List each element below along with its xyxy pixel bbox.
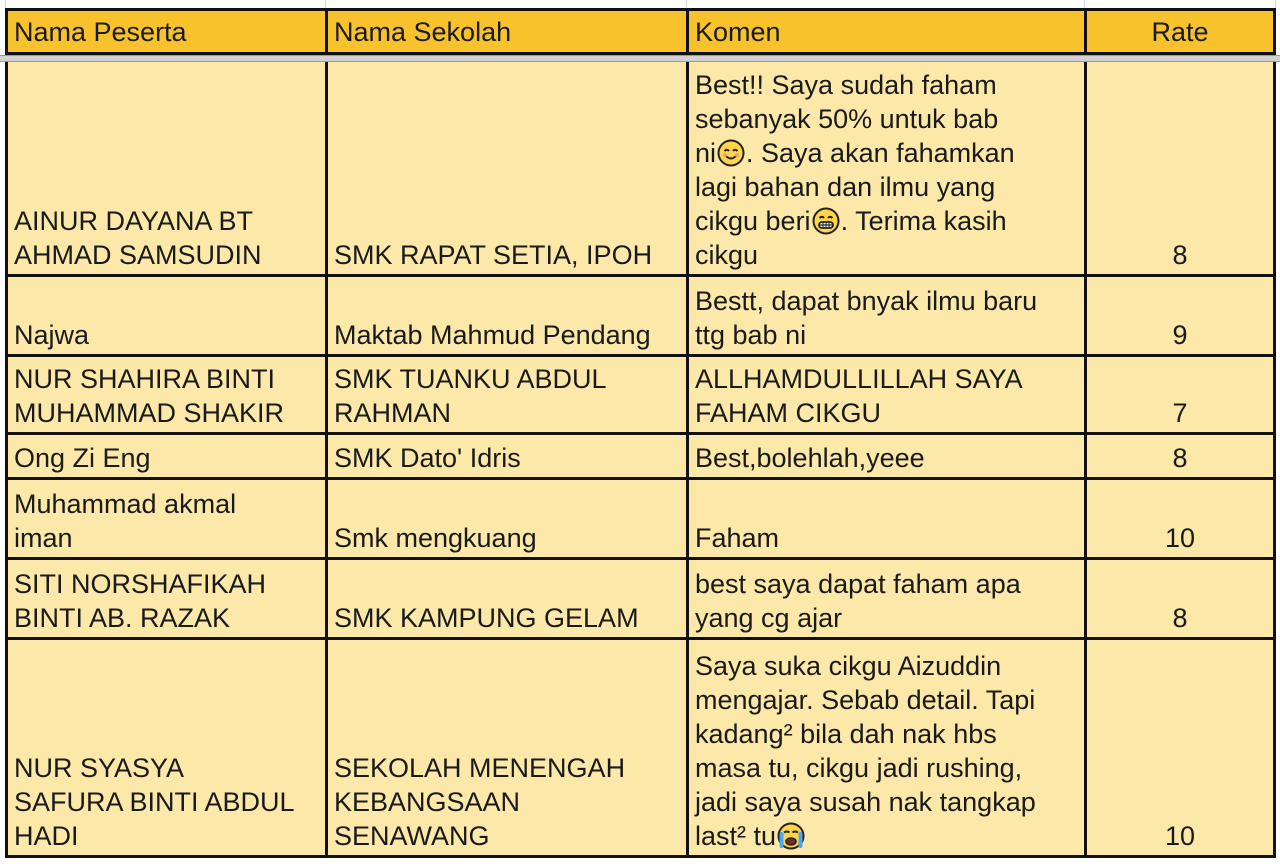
cell-nama-sekolah[interactable]: SMK TUANKU ABDUL RAHMAN — [328, 357, 689, 432]
cell-rate[interactable]: 8 — [1172, 603, 1188, 633]
cell-komen[interactable] — [689, 640, 1087, 855]
comment-text: Best!! Saya sudah faham sebanyak 50% untuk bab ni . Saya akan fahamkan lagi bahan dan ilmu yang cikgu beri . Terima kasih cikgu — [695, 70, 1015, 270]
cell-rate[interactable]: 8 — [1172, 240, 1188, 270]
cell-komen[interactable]: ALLHAMDULLILLAH SAYA FAHAM CIKGU — [689, 357, 1087, 432]
table-row — [5, 277, 1276, 357]
header-cell-komen[interactable]: Komen — [689, 11, 1087, 52]
cell-rate[interactable]: 9 — [1172, 320, 1188, 350]
cell-nama-peserta[interactable]: NUR SYASYA SAFURA BINTI ABDUL HADI — [8, 640, 328, 855]
cell-rate[interactable]: 7 — [1172, 398, 1188, 428]
cell-nama-sekolah[interactable]: Smk mengkuang — [328, 480, 689, 557]
table-header-row — [5, 8, 1276, 55]
cell-komen[interactable]: Best,bolehlah,yeee — [689, 435, 1087, 477]
cell-nama-peserta[interactable]: AINUR DAYANA BT AHMAD SAMSUDIN — [8, 62, 328, 274]
cell-komen[interactable]: Bestt, dapat bnyak ilmu baru ttg bab ni — [689, 277, 1087, 354]
frozen-row-divider[interactable] — [0, 55, 1280, 62]
table-row — [5, 435, 1276, 480]
table-row — [5, 480, 1276, 560]
cell-nama-peserta[interactable]: Muhammad akmal iman — [8, 480, 328, 557]
cell-nama-sekolah[interactable]: SMK KAMPUNG GELAM — [328, 560, 689, 637]
cell-komen[interactable] — [689, 62, 1087, 274]
table-row — [5, 560, 1276, 640]
cell-nama-peserta[interactable]: SITI NORSHAFIKAH BINTI AB. RAZAK — [8, 560, 328, 637]
comment-text: Saya suka cikgu Aizuddin mengajar. Sebab detail. Tapi kadang² bila dah nak hbs masa tu, cikgu jadi rushing, jadi saya susah nak tangkap last² tu — [695, 651, 1036, 851]
cell-nama-sekolah[interactable]: Maktab Mahmud Pendang — [328, 277, 689, 354]
cell-nama-sekolah[interactable]: SEKOLAH MENENGAH KEBANGSAAN SENAWANG — [328, 640, 689, 855]
cell-komen[interactable]: best saya dapat faham apa yang cg ajar — [689, 560, 1087, 637]
cell-nama-sekolah[interactable]: SMK RAPAT SETIA, IPOH — [328, 62, 689, 274]
cell-nama-sekolah[interactable]: SMK Dato' Idris — [328, 435, 689, 477]
cell-nama-peserta[interactable]: Ong Zi Eng — [8, 435, 328, 477]
cell-rate[interactable]: 8 — [1172, 443, 1188, 473]
cell-nama-peserta[interactable]: Najwa — [8, 277, 328, 354]
header-cell-nama-peserta[interactable]: Nama Peserta — [8, 11, 328, 52]
smiling-face-icon — [717, 139, 745, 167]
cell-komen[interactable]: Faham — [689, 480, 1087, 557]
header-cell-rate[interactable]: Rate — [1151, 16, 1209, 47]
header-cell-nama-sekolah[interactable]: Nama Sekolah — [328, 11, 689, 52]
crying-face-icon — [777, 822, 805, 850]
table-row — [5, 357, 1276, 435]
table-row — [5, 62, 1276, 277]
grinning-face-icon — [812, 207, 840, 235]
cell-rate[interactable]: 10 — [1164, 821, 1196, 851]
cell-nama-peserta[interactable]: NUR SHAHIRA BINTI MUHAMMAD SHAKIR — [8, 357, 328, 432]
table-row — [5, 640, 1276, 858]
cell-rate[interactable]: 10 — [1164, 523, 1196, 553]
